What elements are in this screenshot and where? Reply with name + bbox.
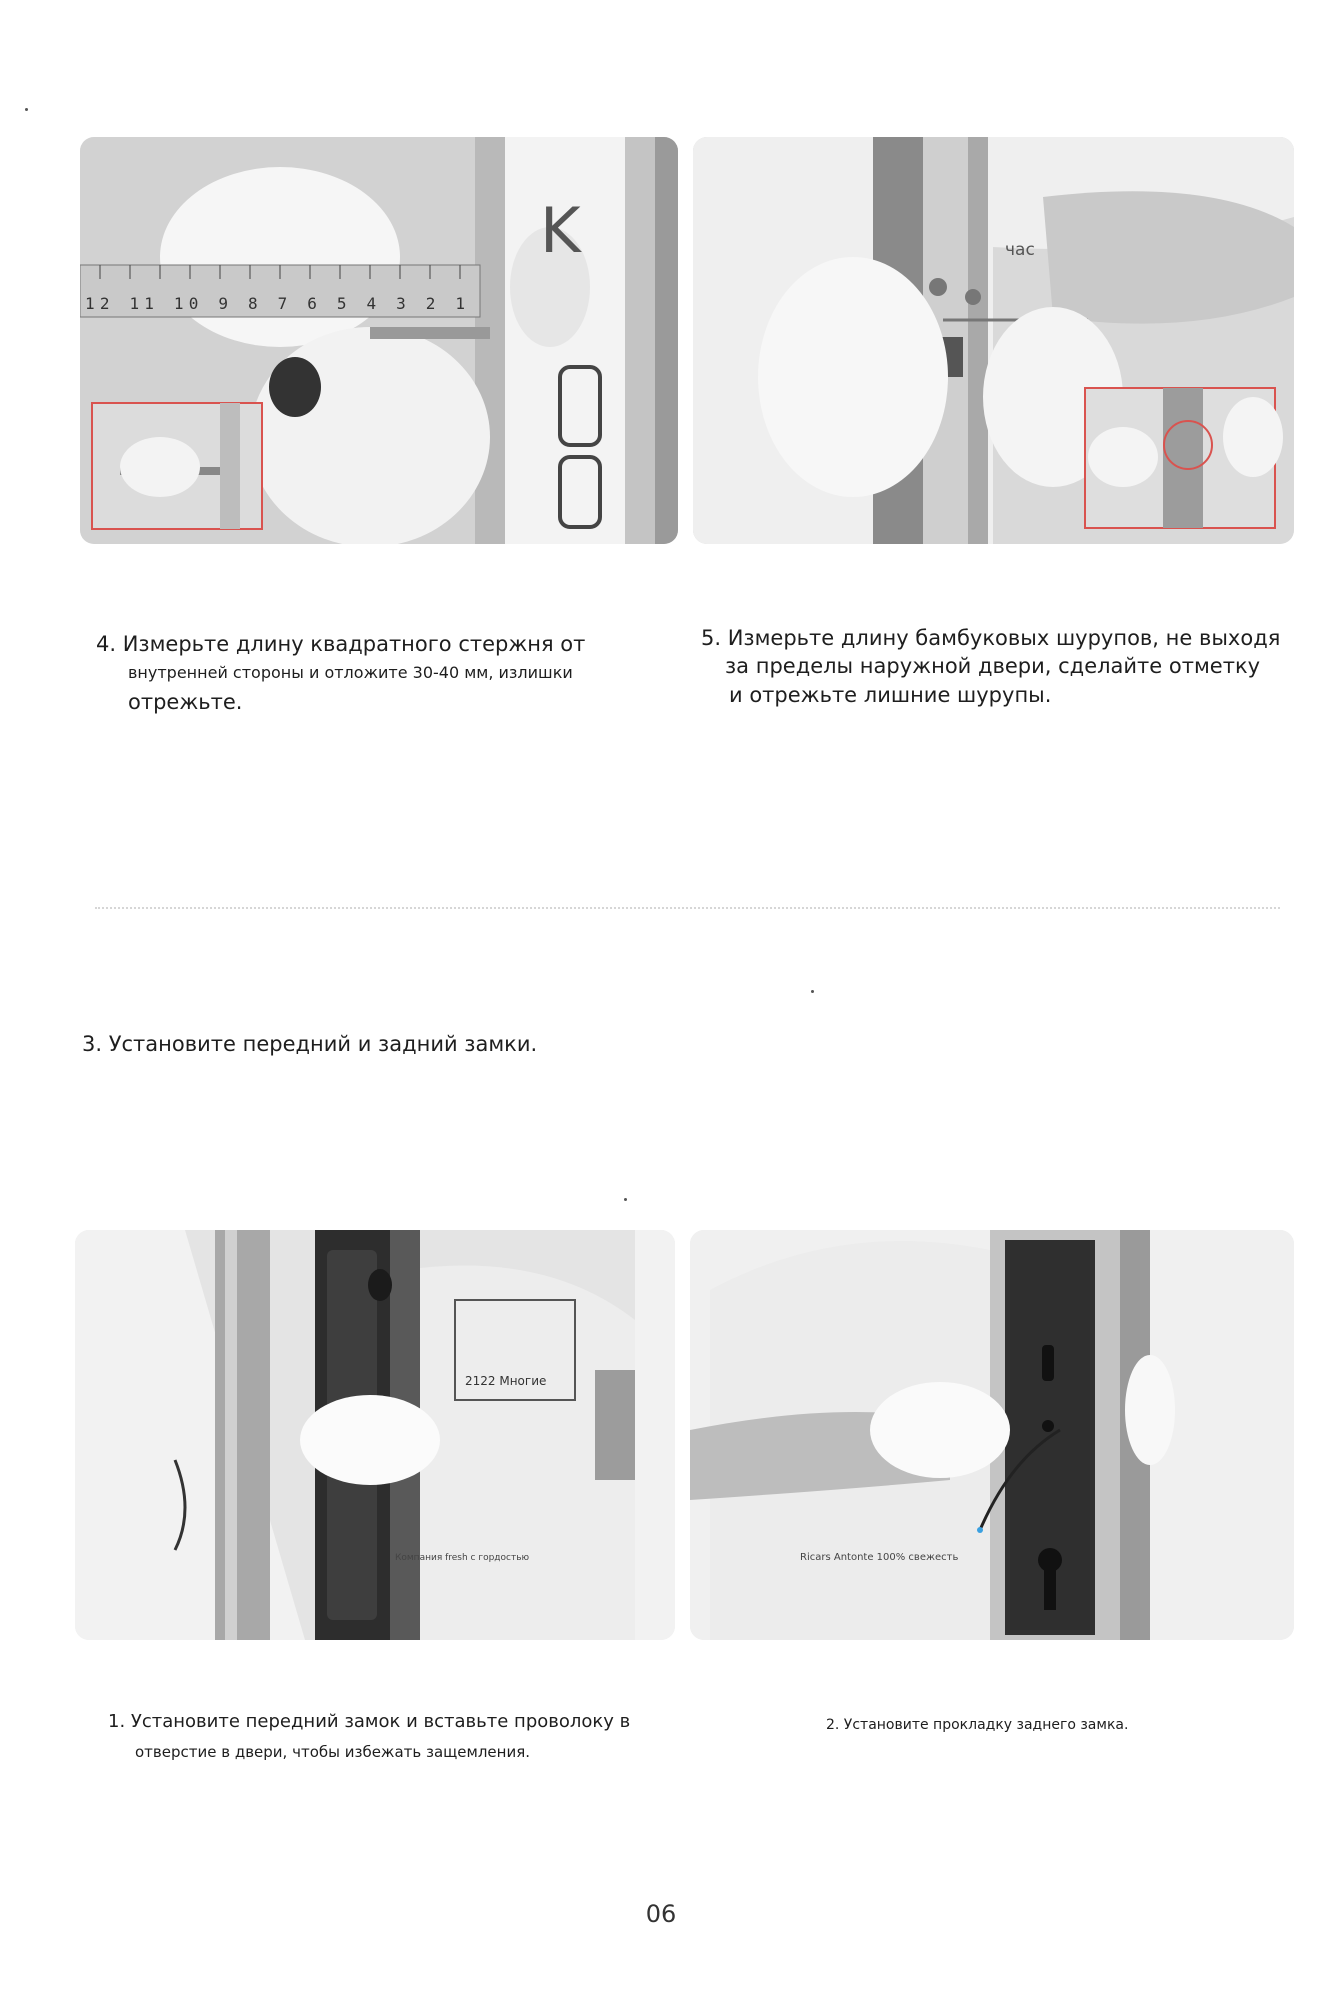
letter-k-mark: K: [540, 194, 581, 267]
substep-1-line-2: отверстие в двери, чтобы избежать защемления.: [135, 1743, 530, 1762]
step-4-line-3: отрежьте.: [128, 689, 243, 714]
tshirt-print-ricars: Ricars Antonte 100% свежесть: [800, 1552, 959, 1563]
substep-1-caption: [108, 1710, 668, 1763]
substep-1-line-1: 1. Установите передний замок и вставьте проволоку в: [108, 1711, 631, 1732]
scan-speck: [811, 990, 814, 993]
tshirt-print-2122: 2122 Многие: [465, 1374, 547, 1388]
photo-install-rear-gasket-illustration: [690, 1230, 1294, 1640]
scan-speck: [25, 108, 28, 111]
tshirt-print-company: Компания fresh с гордостью: [395, 1553, 530, 1563]
ruler-numbers: 12 11 10 9 8 7 6 5 4 3 2 1: [85, 294, 466, 313]
page-number: 06: [645, 1900, 677, 1928]
step-4-line-1: 4. Измерьте длину квадратного стержня от: [96, 632, 586, 656]
photo-install-front-lock-illustration: [75, 1230, 675, 1640]
photo-measure-screws: [693, 137, 1294, 544]
photo-install-rear-gasket: [690, 1230, 1294, 1640]
photo-label-hour: час: [1005, 240, 1035, 260]
scan-speck: [624, 1198, 627, 1201]
photo-measure-screws-illustration: [693, 137, 1294, 544]
step-5-line-2: за пределы наружной двери, сделайте отметку: [725, 654, 1261, 679]
photo-measure-square-rod: [80, 137, 678, 544]
photo-measure-square-rod-illustration: [80, 137, 678, 544]
section-divider: [95, 907, 1280, 909]
step-5-line-1: 5. Измерьте длину бамбуковых шурупов, не выходя: [701, 626, 1281, 650]
photo-install-front-lock: [75, 1230, 675, 1640]
section-title: 3. Установите передний и задний замки.: [82, 1032, 538, 1056]
substep-2-caption: 2. Установите прокладку заднего замка.: [826, 1717, 1129, 1733]
step-5-caption: [701, 624, 1291, 709]
step-5-line-3: и отрежьте лишние шурупы.: [729, 682, 1052, 707]
step-4-line-2: внутренней стороны и отложите 30-40 мм, излишки: [128, 663, 573, 683]
step-4-caption: [96, 630, 656, 716]
